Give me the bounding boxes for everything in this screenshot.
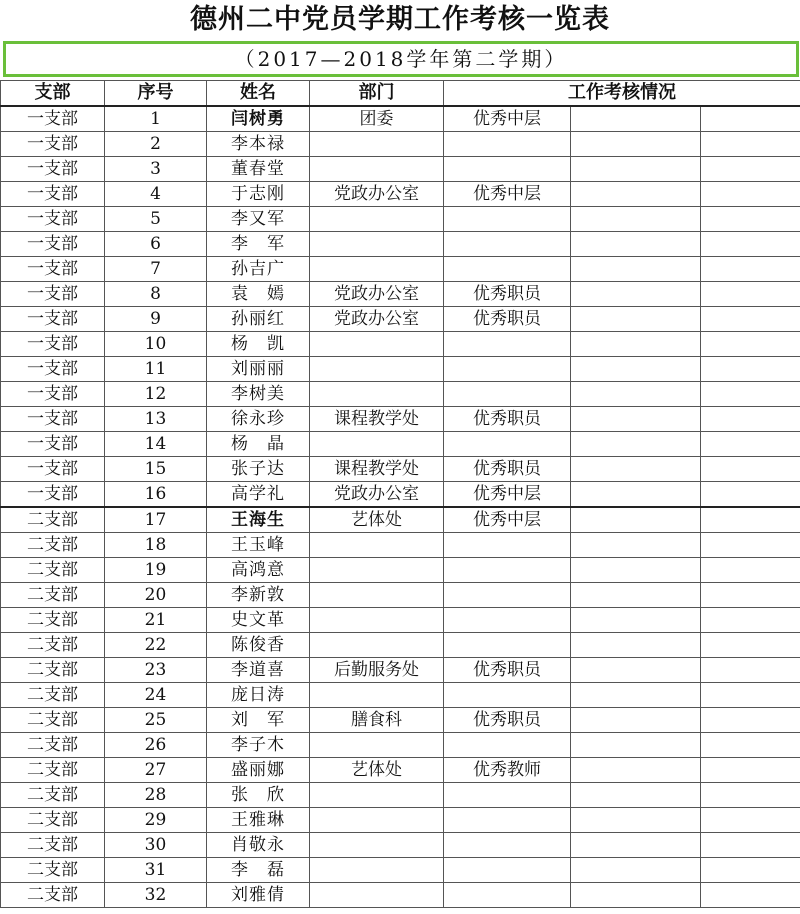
department-cell[interactable] bbox=[310, 683, 444, 708]
department-cell[interactable] bbox=[310, 558, 444, 583]
empty-cell[interactable] bbox=[571, 232, 701, 257]
table-row bbox=[1, 608, 800, 633]
empty-cell[interactable] bbox=[701, 232, 800, 257]
empty-cell[interactable] bbox=[701, 883, 800, 908]
name-cell[interactable]: 李 军 bbox=[207, 232, 310, 257]
empty-cell[interactable] bbox=[701, 608, 800, 633]
branch-cell[interactable]: 一支部 bbox=[1, 357, 105, 382]
number-cell[interactable]: 24 bbox=[105, 683, 207, 708]
header-branch[interactable]: 支部 bbox=[1, 81, 105, 107]
result-cell[interactable] bbox=[444, 533, 571, 558]
name-cell[interactable]: 王海生 bbox=[207, 507, 310, 533]
name-cell[interactable]: 李子木 bbox=[207, 733, 310, 758]
number-cell[interactable]: 19 bbox=[105, 558, 207, 583]
result-cell[interactable] bbox=[444, 883, 571, 908]
table-row bbox=[1, 733, 800, 758]
empty-cell[interactable] bbox=[701, 658, 800, 683]
branch-cell[interactable]: 一支部 bbox=[1, 207, 105, 232]
department-cell[interactable] bbox=[310, 533, 444, 558]
table-row bbox=[1, 658, 800, 683]
name-cell[interactable]: 孙丽红 bbox=[207, 307, 310, 332]
empty-cell[interactable] bbox=[571, 558, 701, 583]
number-cell[interactable]: 23 bbox=[105, 658, 207, 683]
table-row bbox=[1, 583, 800, 608]
branch-cell[interactable]: 一支部 bbox=[1, 382, 105, 407]
header-department[interactable]: 部门 bbox=[310, 81, 444, 107]
number-cell[interactable]: 3 bbox=[105, 157, 207, 182]
branch-cell[interactable]: 二支部 bbox=[1, 633, 105, 658]
empty-cell[interactable] bbox=[571, 883, 701, 908]
empty-cell[interactable] bbox=[701, 558, 800, 583]
empty-cell[interactable] bbox=[701, 157, 800, 182]
header-assessment[interactable]: 工作考核情况 bbox=[444, 81, 800, 107]
result-cell[interactable]: 优秀职员 bbox=[444, 307, 571, 332]
table-row bbox=[1, 407, 800, 432]
table-row bbox=[1, 332, 800, 357]
table-row bbox=[1, 507, 800, 533]
branch-cell[interactable]: 一支部 bbox=[1, 457, 105, 482]
result-cell[interactable] bbox=[444, 633, 571, 658]
empty-cell[interactable] bbox=[571, 507, 701, 533]
table-row bbox=[1, 432, 800, 457]
result-cell[interactable]: 优秀中层 bbox=[444, 182, 571, 207]
empty-cell[interactable] bbox=[571, 608, 701, 633]
empty-cell[interactable] bbox=[571, 207, 701, 232]
number-cell[interactable]: 29 bbox=[105, 808, 207, 833]
number-cell[interactable]: 31 bbox=[105, 858, 207, 883]
department-cell[interactable]: 党政办公室 bbox=[310, 282, 444, 307]
number-cell[interactable]: 26 bbox=[105, 733, 207, 758]
number-cell[interactable]: 16 bbox=[105, 482, 207, 508]
table-row bbox=[1, 382, 800, 407]
empty-cell[interactable] bbox=[571, 106, 701, 132]
table-row bbox=[1, 357, 800, 382]
empty-cell[interactable] bbox=[571, 533, 701, 558]
result-cell[interactable] bbox=[444, 207, 571, 232]
number-cell[interactable]: 13 bbox=[105, 407, 207, 432]
empty-cell[interactable] bbox=[701, 106, 800, 132]
number-cell[interactable]: 14 bbox=[105, 432, 207, 457]
result-cell[interactable] bbox=[444, 132, 571, 157]
result-cell[interactable]: 优秀职员 bbox=[444, 282, 571, 307]
table-row bbox=[1, 883, 800, 908]
empty-cell[interactable] bbox=[701, 357, 800, 382]
empty-cell[interactable] bbox=[701, 758, 800, 783]
result-cell[interactable] bbox=[444, 608, 571, 633]
number-cell[interactable]: 30 bbox=[105, 833, 207, 858]
name-cell[interactable]: 刘 军 bbox=[207, 708, 310, 733]
number-cell[interactable]: 27 bbox=[105, 758, 207, 783]
empty-cell[interactable] bbox=[571, 683, 701, 708]
branch-cell[interactable]: 二支部 bbox=[1, 883, 105, 908]
empty-cell[interactable] bbox=[571, 257, 701, 282]
result-cell[interactable]: 优秀中层 bbox=[444, 482, 571, 508]
result-cell[interactable] bbox=[444, 583, 571, 608]
branch-cell[interactable]: 二支部 bbox=[1, 833, 105, 858]
number-cell[interactable]: 32 bbox=[105, 883, 207, 908]
empty-cell[interactable] bbox=[701, 457, 800, 482]
number-cell[interactable]: 7 bbox=[105, 257, 207, 282]
table-row bbox=[1, 633, 800, 658]
name-cell[interactable]: 庞日涛 bbox=[207, 683, 310, 708]
empty-cell[interactable] bbox=[571, 758, 701, 783]
empty-cell[interactable] bbox=[571, 132, 701, 157]
empty-cell[interactable] bbox=[701, 282, 800, 307]
empty-cell[interactable] bbox=[701, 432, 800, 457]
empty-cell[interactable] bbox=[701, 257, 800, 282]
branch-cell[interactable]: 一支部 bbox=[1, 432, 105, 457]
table-row bbox=[1, 207, 800, 232]
number-cell[interactable]: 4 bbox=[105, 182, 207, 207]
branch-cell[interactable]: 二支部 bbox=[1, 858, 105, 883]
result-cell[interactable]: 优秀职员 bbox=[444, 658, 571, 683]
result-cell[interactable] bbox=[444, 733, 571, 758]
number-cell[interactable]: 10 bbox=[105, 332, 207, 357]
result-cell[interactable] bbox=[444, 382, 571, 407]
empty-cell[interactable] bbox=[571, 633, 701, 658]
name-cell[interactable]: 王玉峰 bbox=[207, 533, 310, 558]
department-cell[interactable]: 膳食科 bbox=[310, 708, 444, 733]
table-row bbox=[1, 708, 800, 733]
result-cell[interactable] bbox=[444, 683, 571, 708]
table-row bbox=[1, 808, 800, 833]
result-cell[interactable] bbox=[444, 357, 571, 382]
empty-cell[interactable] bbox=[571, 407, 701, 432]
table-row bbox=[1, 833, 800, 858]
table-row bbox=[1, 282, 800, 307]
empty-cell[interactable] bbox=[701, 808, 800, 833]
empty-cell[interactable] bbox=[571, 382, 701, 407]
name-cell[interactable]: 李 磊 bbox=[207, 858, 310, 883]
result-cell[interactable] bbox=[444, 858, 571, 883]
department-cell[interactable] bbox=[310, 833, 444, 858]
name-cell[interactable]: 王雅琳 bbox=[207, 808, 310, 833]
empty-cell[interactable] bbox=[701, 507, 800, 533]
empty-cell[interactable] bbox=[571, 658, 701, 683]
branch-cell[interactable]: 二支部 bbox=[1, 783, 105, 808]
name-cell[interactable]: 张子达 bbox=[207, 457, 310, 482]
branch-cell[interactable]: 二支部 bbox=[1, 558, 105, 583]
department-cell[interactable] bbox=[310, 357, 444, 382]
empty-cell[interactable] bbox=[571, 783, 701, 808]
empty-cell[interactable] bbox=[571, 457, 701, 482]
department-cell[interactable] bbox=[310, 858, 444, 883]
table-row bbox=[1, 157, 800, 182]
empty-cell[interactable] bbox=[701, 858, 800, 883]
empty-cell[interactable] bbox=[701, 533, 800, 558]
result-cell[interactable]: 优秀中层 bbox=[444, 106, 571, 132]
department-cell[interactable] bbox=[310, 232, 444, 257]
empty-cell[interactable] bbox=[701, 407, 800, 432]
empty-cell[interactable] bbox=[571, 332, 701, 357]
table-row bbox=[1, 106, 800, 132]
name-cell[interactable]: 于志刚 bbox=[207, 182, 310, 207]
name-cell[interactable]: 闫树勇 bbox=[207, 106, 310, 132]
table-row bbox=[1, 482, 800, 508]
department-cell[interactable] bbox=[310, 633, 444, 658]
department-cell[interactable] bbox=[310, 808, 444, 833]
empty-cell[interactable] bbox=[701, 482, 800, 508]
name-cell[interactable]: 张 欣 bbox=[207, 783, 310, 808]
department-cell[interactable] bbox=[310, 257, 444, 282]
result-cell[interactable] bbox=[444, 833, 571, 858]
department-cell[interactable]: 后勤服务处 bbox=[310, 658, 444, 683]
empty-cell[interactable] bbox=[701, 708, 800, 733]
name-cell[interactable]: 刘丽丽 bbox=[207, 357, 310, 382]
number-cell[interactable]: 5 bbox=[105, 207, 207, 232]
department-cell[interactable]: 艺体处 bbox=[310, 507, 444, 533]
branch-cell[interactable]: 二支部 bbox=[1, 758, 105, 783]
number-cell[interactable]: 28 bbox=[105, 783, 207, 808]
department-cell[interactable] bbox=[310, 733, 444, 758]
department-cell[interactable] bbox=[310, 783, 444, 808]
branch-cell[interactable]: 二支部 bbox=[1, 683, 105, 708]
name-cell[interactable]: 李又军 bbox=[207, 207, 310, 232]
result-cell[interactable]: 优秀职员 bbox=[444, 708, 571, 733]
table-body bbox=[1, 106, 800, 908]
department-cell[interactable] bbox=[310, 432, 444, 457]
branch-cell[interactable]: 一支部 bbox=[1, 307, 105, 332]
empty-cell[interactable] bbox=[571, 307, 701, 332]
branch-cell[interactable]: 二支部 bbox=[1, 533, 105, 558]
table-row bbox=[1, 683, 800, 708]
header-row bbox=[1, 81, 800, 107]
number-cell[interactable]: 25 bbox=[105, 708, 207, 733]
number-cell[interactable]: 22 bbox=[105, 633, 207, 658]
table-row bbox=[1, 558, 800, 583]
result-cell[interactable] bbox=[444, 232, 571, 257]
department-cell[interactable] bbox=[310, 332, 444, 357]
empty-cell[interactable] bbox=[701, 207, 800, 232]
department-cell[interactable]: 艺体处 bbox=[310, 758, 444, 783]
number-cell[interactable]: 1 bbox=[105, 106, 207, 132]
table-row bbox=[1, 182, 800, 207]
name-cell[interactable]: 孙吉广 bbox=[207, 257, 310, 282]
department-cell[interactable] bbox=[310, 132, 444, 157]
name-cell[interactable]: 肖敬永 bbox=[207, 833, 310, 858]
result-cell[interactable] bbox=[444, 157, 571, 182]
header-name[interactable]: 姓名 bbox=[207, 81, 310, 107]
department-cell[interactable] bbox=[310, 608, 444, 633]
empty-cell[interactable] bbox=[701, 683, 800, 708]
empty-cell[interactable] bbox=[571, 583, 701, 608]
empty-cell[interactable] bbox=[701, 307, 800, 332]
empty-cell[interactable] bbox=[701, 332, 800, 357]
result-cell[interactable] bbox=[444, 432, 571, 457]
branch-cell[interactable]: 一支部 bbox=[1, 157, 105, 182]
branch-cell[interactable]: 一支部 bbox=[1, 332, 105, 357]
result-cell[interactable] bbox=[444, 558, 571, 583]
number-cell[interactable]: 12 bbox=[105, 382, 207, 407]
empty-cell[interactable] bbox=[701, 132, 800, 157]
empty-cell[interactable] bbox=[701, 182, 800, 207]
page-subtitle: （2017—2018学年第二学期） bbox=[3, 41, 799, 77]
result-cell[interactable]: 优秀教师 bbox=[444, 758, 571, 783]
table-row bbox=[1, 257, 800, 282]
table-row bbox=[1, 232, 800, 257]
empty-cell[interactable] bbox=[701, 633, 800, 658]
empty-cell[interactable] bbox=[701, 733, 800, 758]
name-cell[interactable]: 李道喜 bbox=[207, 658, 310, 683]
number-cell[interactable]: 18 bbox=[105, 533, 207, 558]
branch-cell[interactable]: 二支部 bbox=[1, 608, 105, 633]
page-title: 德州二中党员学期工作考核一览表 bbox=[190, 4, 610, 35]
result-cell[interactable]: 优秀中层 bbox=[444, 507, 571, 533]
empty-cell[interactable] bbox=[571, 833, 701, 858]
header-number[interactable]: 序号 bbox=[105, 81, 207, 107]
department-cell[interactable] bbox=[310, 382, 444, 407]
branch-cell[interactable]: 二支部 bbox=[1, 658, 105, 683]
empty-cell[interactable] bbox=[571, 858, 701, 883]
empty-cell[interactable] bbox=[571, 482, 701, 508]
branch-cell[interactable]: 一支部 bbox=[1, 182, 105, 207]
branch-cell[interactable]: 一支部 bbox=[1, 132, 105, 157]
department-cell[interactable] bbox=[310, 157, 444, 182]
name-cell[interactable]: 史文革 bbox=[207, 608, 310, 633]
number-cell[interactable]: 21 bbox=[105, 608, 207, 633]
name-cell[interactable]: 李树美 bbox=[207, 382, 310, 407]
empty-cell[interactable] bbox=[571, 733, 701, 758]
department-cell[interactable]: 党政办公室 bbox=[310, 182, 444, 207]
department-cell[interactable]: 党政办公室 bbox=[310, 482, 444, 508]
table-row bbox=[1, 533, 800, 558]
department-cell[interactable]: 课程教学处 bbox=[310, 457, 444, 482]
empty-cell[interactable] bbox=[701, 833, 800, 858]
department-cell[interactable] bbox=[310, 207, 444, 232]
empty-cell[interactable] bbox=[571, 182, 701, 207]
empty-cell[interactable] bbox=[571, 432, 701, 457]
table-row bbox=[1, 457, 800, 482]
name-cell[interactable]: 陈俊香 bbox=[207, 633, 310, 658]
result-cell[interactable] bbox=[444, 783, 571, 808]
branch-cell[interactable]: 二支部 bbox=[1, 733, 105, 758]
name-cell[interactable]: 杨 晶 bbox=[207, 432, 310, 457]
branch-cell[interactable]: 一支部 bbox=[1, 482, 105, 508]
name-cell[interactable]: 李新敦 bbox=[207, 583, 310, 608]
number-cell[interactable]: 6 bbox=[105, 232, 207, 257]
empty-cell[interactable] bbox=[571, 808, 701, 833]
number-cell[interactable]: 17 bbox=[105, 507, 207, 533]
name-cell[interactable]: 杨 凯 bbox=[207, 332, 310, 357]
branch-cell[interactable]: 一支部 bbox=[1, 232, 105, 257]
name-cell[interactable]: 盛丽娜 bbox=[207, 758, 310, 783]
number-cell[interactable]: 2 bbox=[105, 132, 207, 157]
table-row bbox=[1, 858, 800, 883]
branch-cell[interactable]: 一支部 bbox=[1, 407, 105, 432]
table-row bbox=[1, 132, 800, 157]
table-row bbox=[1, 783, 800, 808]
branch-cell[interactable]: 一支部 bbox=[1, 106, 105, 132]
empty-cell[interactable] bbox=[701, 783, 800, 808]
assessment-table bbox=[0, 80, 800, 908]
department-cell[interactable] bbox=[310, 583, 444, 608]
department-cell[interactable]: 课程教学处 bbox=[310, 407, 444, 432]
department-cell[interactable]: 党政办公室 bbox=[310, 307, 444, 332]
empty-cell[interactable] bbox=[571, 282, 701, 307]
name-cell[interactable]: 董春堂 bbox=[207, 157, 310, 182]
department-cell[interactable] bbox=[310, 883, 444, 908]
branch-cell[interactable]: 二支部 bbox=[1, 583, 105, 608]
name-cell[interactable]: 高鸿意 bbox=[207, 558, 310, 583]
empty-cell[interactable] bbox=[701, 382, 800, 407]
branch-cell[interactable]: 一支部 bbox=[1, 282, 105, 307]
branch-cell[interactable]: 二支部 bbox=[1, 708, 105, 733]
empty-cell[interactable] bbox=[571, 357, 701, 382]
number-cell[interactable]: 20 bbox=[105, 583, 207, 608]
table-row bbox=[1, 307, 800, 332]
branch-cell[interactable]: 二支部 bbox=[1, 808, 105, 833]
number-cell[interactable]: 11 bbox=[105, 357, 207, 382]
branch-cell[interactable]: 二支部 bbox=[1, 507, 105, 533]
branch-cell[interactable]: 一支部 bbox=[1, 257, 105, 282]
empty-cell[interactable] bbox=[571, 708, 701, 733]
result-cell[interactable] bbox=[444, 257, 571, 282]
result-cell[interactable] bbox=[444, 808, 571, 833]
name-cell[interactable]: 袁 嫣 bbox=[207, 282, 310, 307]
table-row bbox=[1, 758, 800, 783]
name-cell[interactable]: 李本禄 bbox=[207, 132, 310, 157]
number-cell[interactable]: 8 bbox=[105, 282, 207, 307]
empty-cell[interactable] bbox=[701, 583, 800, 608]
name-cell[interactable]: 徐永珍 bbox=[207, 407, 310, 432]
result-cell[interactable]: 优秀职员 bbox=[444, 457, 571, 482]
empty-cell[interactable] bbox=[571, 157, 701, 182]
number-cell[interactable]: 9 bbox=[105, 307, 207, 332]
department-cell[interactable]: 团委 bbox=[310, 106, 444, 132]
number-cell[interactable]: 15 bbox=[105, 457, 207, 482]
name-cell[interactable]: 刘雅倩 bbox=[207, 883, 310, 908]
result-cell[interactable]: 优秀职员 bbox=[444, 407, 571, 432]
result-cell[interactable] bbox=[444, 332, 571, 357]
name-cell[interactable]: 高学礼 bbox=[207, 482, 310, 508]
